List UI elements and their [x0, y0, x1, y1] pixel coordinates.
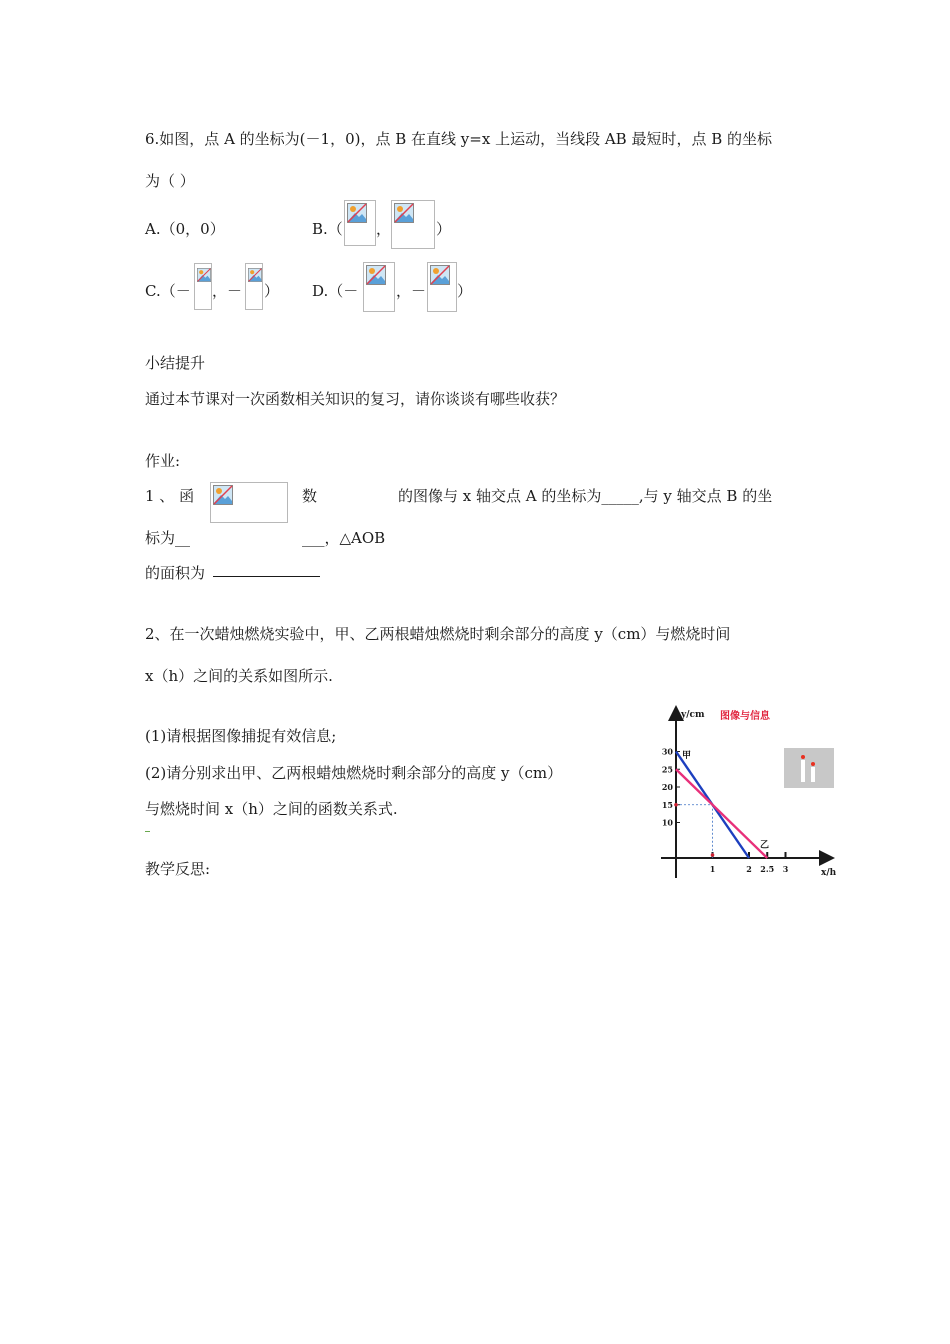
intersection-marker-x	[711, 853, 715, 857]
candle-illustration-candle	[811, 767, 815, 782]
y-tick-label: 15	[661, 799, 673, 810]
y-axis-label: y/cm	[681, 710, 705, 720]
hw-q1-line2-a: 标为__	[145, 529, 191, 547]
y-tick-label: 10	[661, 817, 673, 828]
hw-q2-line2: x（h）之间的关系如图所示.	[145, 667, 333, 685]
series-line	[676, 769, 767, 858]
y-tick-label: 20	[661, 782, 673, 792]
candle-burning-chart	[655, 705, 840, 885]
series-label: 乙	[759, 840, 769, 851]
q6-option-c-mid: ，－	[212, 282, 243, 300]
chart-title: 图像与信息	[720, 711, 770, 722]
x-tick-label: 1	[709, 864, 716, 874]
broken-image-icon	[194, 263, 212, 310]
broken-image-icon	[344, 200, 376, 246]
chart-svg	[655, 705, 840, 885]
hw-q1-line2-b: ___，△AOB	[302, 529, 386, 547]
candle-illustration	[784, 748, 834, 788]
hw-q1-part1: 1 、 函	[145, 487, 195, 505]
hw-q2-sub3: 与燃烧时间 x（h）之间的函数关系式.	[145, 800, 398, 818]
stray-mark	[145, 831, 150, 832]
candle-illustration-candle	[801, 760, 805, 782]
reflection-heading: 教学反思:	[145, 860, 211, 878]
series-label: 甲	[682, 750, 692, 761]
hw-q2-line1: 2、在一次蜡烛燃烧实验中，甲、乙两根蜡烛燃烧时剩余部分的高度 y（cm）与燃烧时间	[145, 625, 731, 643]
x-axis-label: x/h	[821, 868, 837, 878]
q6-stem-line1: 6.如图，点 A 的坐标为(－1，0)，点 B 在直线 y=x 上运动，当线段 AB 最短时，点 B 的坐标	[145, 130, 773, 148]
y-tick-label: 30	[661, 746, 673, 757]
x-tick-label: 2	[746, 864, 752, 874]
answer-blank	[213, 576, 320, 577]
hw-q1-line3: 的面积为	[145, 564, 206, 582]
homework-heading: 作业:	[145, 452, 181, 470]
q6-option-d-suffix: ）	[457, 282, 473, 300]
broken-image-icon	[363, 262, 395, 312]
q6-option-a: A.（0，0）	[145, 220, 225, 238]
q6-option-c-suffix: ）	[264, 282, 280, 300]
candle-flame	[811, 762, 815, 766]
q6-option-b-prefix: B.（	[312, 220, 343, 238]
summary-prompt: 通过本节课对一次函数相关知识的复习，请你谈谈有哪些收获？	[145, 390, 566, 408]
q6-option-b-comma: ，	[376, 220, 392, 238]
summary-heading: 小结提升	[145, 354, 206, 372]
broken-image-icon	[427, 262, 457, 312]
hw-q1-part3: 的图像与 x 轴交点 A 的坐标为_____,与 y 轴交点 B 的坐	[398, 487, 773, 505]
q6-option-d-mid: ，－	[396, 282, 427, 300]
broken-image-icon	[245, 263, 263, 310]
candle-flame	[801, 755, 805, 759]
q6-option-b-suffix: ）	[436, 220, 452, 238]
x-tick-label: 2.5	[760, 864, 775, 874]
hw-q1-part2: 数	[302, 487, 318, 505]
hw-q2-sub2: (2)请分别求出甲、乙两根蜡烛燃烧时剩余部分的高度 y（cm）	[145, 764, 563, 782]
y-tick-label: 25	[661, 764, 673, 775]
intersection-marker-y	[674, 803, 678, 807]
hw-q2-sub1: (1)请根据图像捕捉有效信息;	[145, 727, 337, 745]
q6-option-c-prefix: C.（－	[145, 282, 191, 300]
broken-image-icon	[210, 482, 288, 523]
x-tick-label: 3	[782, 864, 789, 874]
broken-image-icon	[391, 200, 435, 249]
q6-option-d-prefix: D.（－	[312, 282, 359, 300]
q6-stem-line2: 为（ ）	[145, 172, 195, 190]
